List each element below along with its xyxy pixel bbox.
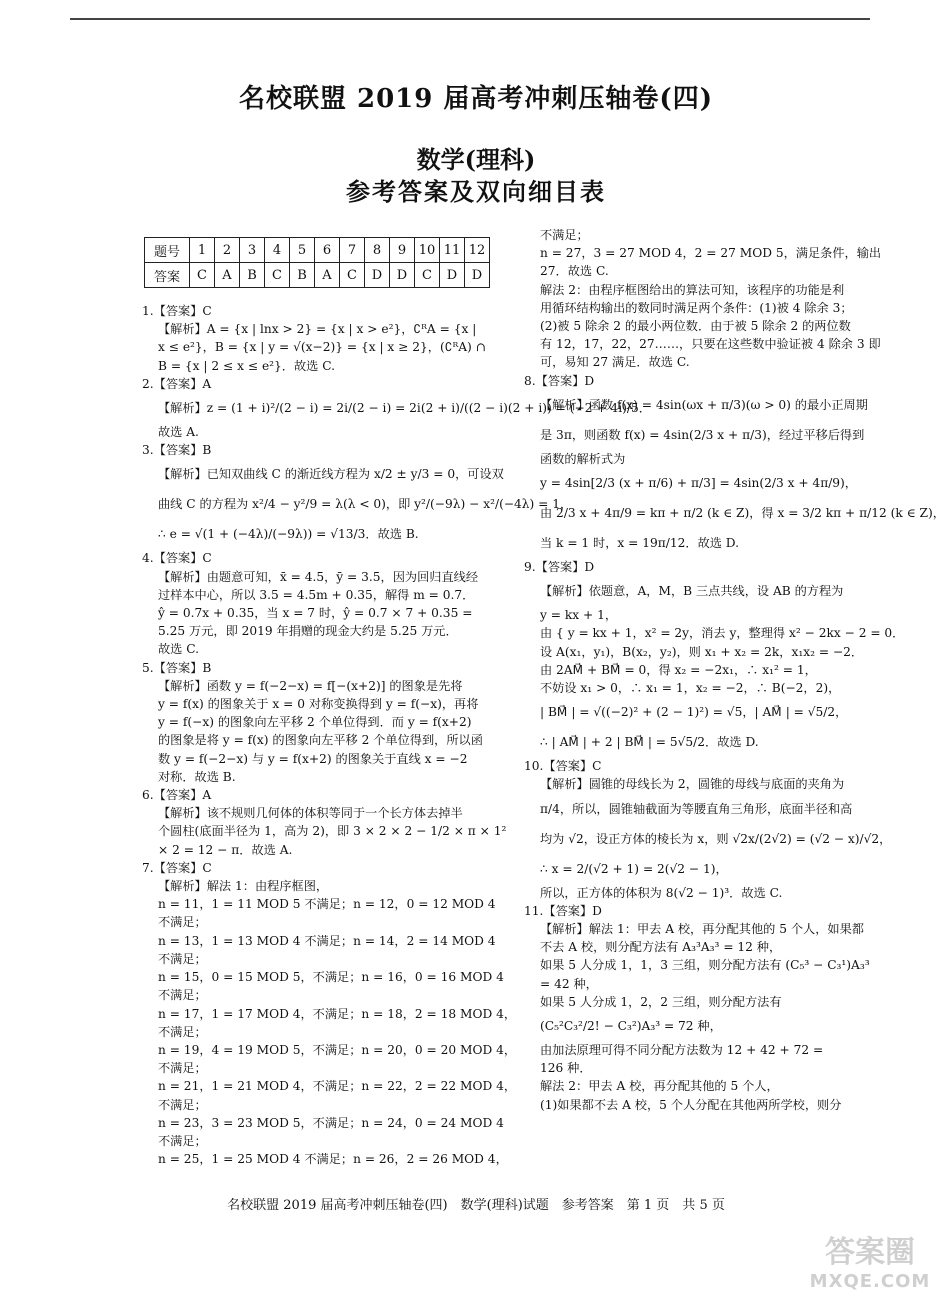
- answer-cell: A: [215, 263, 240, 288]
- solution-line: 由 { y = kx + 1，x² = 2y，消去 y，整理得 x² − 2kx − 2 = 0．: [540, 626, 905, 641]
- question-number: 12: [465, 238, 490, 263]
- solution-line: n = 13，1 = 13 MOD 4 不满足；n = 14，2 = 14 MOD 4: [158, 933, 496, 948]
- solution-line: 不去 A 校，则分配方法有 A₃³A₃³ = 12 种，: [540, 940, 782, 955]
- solution-line: ∴ x = 2/(√2 + 1) = 2(√2 − 1)，: [540, 861, 728, 876]
- solution-line: ∴ e = √(1 + (−4λ)/(−9λ)) = √13/3．故选 B.: [158, 527, 419, 542]
- solution-line: 不满足；: [158, 1024, 207, 1039]
- answer-cell: D: [365, 263, 390, 288]
- solution-line: 【解析】该不规则几何体的体积等同于一个长方体去掉半: [158, 806, 463, 821]
- solution-line: | BM⃗ | = √((−2)² + (2 − 1)²) = √5，| AM⃗ | = √5/2，: [540, 705, 848, 720]
- solution-line: y = 4sin[2/3 (x + π/6) + π/3] = 4sin(2/3 x + 4π/9)，: [540, 476, 857, 491]
- solution-line: n = 21，1 = 21 MOD 4，不满足；n = 22，2 = 22 MOD 4，: [158, 1079, 517, 1094]
- question-number: 2: [215, 238, 240, 263]
- solution-line: n = 19，4 = 19 MOD 5，不满足；n = 20，0 = 20 MOD 4，: [158, 1042, 517, 1057]
- answer-table-answer-row: [145, 263, 490, 288]
- solution-line: 所以，正方体的体积为 8(√2 − 1)³．故选 C.: [540, 885, 783, 900]
- solution-line: 故选 C.: [158, 642, 200, 657]
- answer-cell: B: [240, 263, 265, 288]
- watermark-text: 答案圈: [825, 1235, 915, 1270]
- solution-line: B = {x | 2 ≤ x ≤ e²}．故选 C.: [158, 358, 335, 373]
- solution-line: 9.【答案】D: [524, 560, 595, 575]
- solution-line: ŷ = 0.7x + 0.35，当 x = 7 时，ŷ = 0.7 × 7 + 0.35 =: [158, 606, 473, 621]
- answer-table: [144, 237, 490, 288]
- solution-line: 2.【答案】A: [142, 376, 212, 391]
- solution-line: 不满足；: [158, 951, 207, 966]
- solution-line: 的图象是将 y = f(x) 的图象向左平移 2 个单位得到，所以函: [158, 733, 483, 748]
- answer-cell: C: [190, 263, 215, 288]
- solution-line: 数 y = f(−2−x) 与 y = f(x+2) 的图象关于直线 x = −2: [158, 751, 468, 766]
- subtitle: 参考答案及双向细目表: [346, 177, 606, 206]
- solution-line: 解法 2：由程序框图给出的算法可知，该程序的功能是利: [540, 282, 845, 297]
- solution-line: ∴ | AM⃗ | + 2 | BM⃗ | = 5√5/2．故选 D.: [540, 735, 759, 750]
- solution-line: 4.【答案】C: [142, 551, 212, 566]
- solution-line: 27．故选 C.: [540, 264, 609, 279]
- answer-cell: C: [340, 263, 365, 288]
- answer-cell: D: [440, 263, 465, 288]
- solution-line: π/4，所以，圆锥轴截面为等腰直角三角形，底面半径和高: [540, 801, 853, 816]
- solution-line: 故选 A.: [158, 425, 199, 440]
- question-number: 8: [365, 238, 390, 263]
- solution-line: n = 23，3 = 23 MOD 5，不满足；n = 24，0 = 24 MOD 4: [158, 1115, 504, 1130]
- solution-line: 11.【答案】D: [524, 903, 602, 918]
- solution-line: × 2 = 12 − π．故选 A.: [158, 842, 293, 857]
- solution-line: 对称．故选 B.: [158, 769, 236, 784]
- answer-table-row-label: 答案: [145, 263, 190, 288]
- solution-line: 不满足；: [158, 915, 207, 930]
- subject-title: 数学(理科): [416, 145, 536, 174]
- solution-line: 5.25 万元，即 2019 年捐赠的现金大约是 5.25 万元．: [158, 624, 458, 639]
- solution-line: 曲线 C 的方程为 x²/4 − y²/9 = λ(λ < 0)，即 y²/(−9λ) − x²/(−4λ) = 1，: [158, 497, 573, 512]
- solution-line: = 42 种，: [540, 976, 598, 991]
- solution-line: 【解析】函数 y = f(−2−x) = f[−(x+2)] 的图象是先将: [158, 678, 463, 693]
- solution-line: 过样本中心，所以 3.5 = 4.5m + 0.35，解得 m = 0.7．: [158, 587, 475, 602]
- solution-line: y = f(−x) 的图象向左平移 2 个单位得到．而 y = f(x+2): [158, 715, 472, 730]
- solution-line: 【解析】已知双曲线 C 的渐近线方程为 x/2 ± y/3 = 0，可设双: [158, 467, 504, 482]
- solution-line: 【解析】z = (1 + i)²/(2 − i) = 2i/(2 − i) = 2i(2 + i)/((2 − i)(2 + i)) = (−2 + 4i)/5．: [158, 401, 651, 416]
- answer-cell: D: [390, 263, 415, 288]
- solution-line: (2)被 5 除余 2 的最小两位数．由于被 5 除余 2 的两位数: [540, 319, 851, 334]
- question-number: 1: [190, 238, 215, 263]
- solution-line: n = 15，0 = 15 MOD 5，不满足；n = 16，0 = 16 MOD 4: [158, 970, 504, 985]
- solution-line: 【解析】圆锥的母线长为 2，圆锥的母线与底面的夹角为: [540, 777, 845, 792]
- solution-line: 5.【答案】B: [142, 660, 212, 675]
- solution-line: y = kx + 1，: [540, 608, 618, 623]
- solution-line: 可，易知 27 满足．故选 C.: [540, 355, 690, 370]
- solution-line: 用循环结构输出的数同时满足两个条件：(1)被 4 除余 3；: [540, 300, 853, 315]
- solution-line: 【解析】函数 f(x) = 4sin(ωx + π/3)(ω > 0) 的最小正周期: [540, 397, 868, 412]
- top-rule: [70, 18, 870, 20]
- solution-line: n = 25，1 = 25 MOD 4 不满足；n = 26，2 = 26 MOD 4，: [158, 1152, 508, 1167]
- solution-line: 不满足；: [158, 1061, 207, 1076]
- answer-table-number-row: [145, 238, 490, 263]
- solution-line: (1)如果都不去 A 校，5 个人分配在其他两所学校，则分: [540, 1097, 842, 1112]
- solution-line: 6.【答案】A: [142, 788, 212, 803]
- solution-line: 有 12，17，22，27……，只要在这些数中验证被 4 除余 3 即: [540, 337, 881, 352]
- solution-line: 1.【答案】C: [142, 304, 212, 318]
- solution-line: 由加法原理可得不同分配方法数为 12 + 42 + 72 =: [540, 1043, 824, 1058]
- solution-line: 【解析】解法 1：由程序框图，: [158, 879, 329, 894]
- right-column-solutions: [524, 226, 945, 1114]
- watermark-url: MXQE.COM: [809, 1271, 931, 1292]
- question-number: 5: [290, 238, 315, 263]
- solution-line: n = 17，1 = 17 MOD 4，不满足；n = 18，2 = 18 MOD 4，: [158, 1006, 517, 1021]
- solution-line: 不满足；: [158, 988, 207, 1003]
- question-number: 6: [315, 238, 340, 263]
- solution-line: 由 2AM⃗ + BM⃗ = 0，得 x₂ = −2x₁，∴ x₁² = 1，: [540, 662, 817, 677]
- question-number: 4: [265, 238, 290, 263]
- solution-line: 不满足；: [158, 1133, 207, 1148]
- solution-line: 是 3π，则函数 f(x) = 4sin(2/3 x + π/3)，经过平移后得到: [540, 427, 865, 442]
- solution-line: 如果 5 人分成 1，2，2 三组，则分配方法有: [540, 994, 782, 1009]
- solution-line: x ≤ e²}，B = {x | y = √(x−2)} = {x | x ≥ 2}，(∁ᴿA) ∩: [158, 340, 486, 355]
- page-title: 名校联盟 2019 届高考冲刺压轴卷(四): [238, 84, 714, 114]
- solution-line: 8.【答案】D: [524, 373, 595, 388]
- question-number: 10: [415, 238, 440, 263]
- page-footer: 名校联盟 2019 届高考冲刺压轴卷(四) 数学(理科)试题 参考答案 第 1 页 共 5 页: [227, 1198, 725, 1213]
- solution-line: 不满足；: [540, 228, 589, 242]
- question-number: 3: [240, 238, 265, 263]
- solution-line: 由 2/3 x + 4π/9 = kπ + π/2 (k ∈ Z)，得 x = 3/2 kπ + π/12 (k ∈ Z)，: [540, 506, 945, 521]
- solution-line: 函数的解析式为: [540, 451, 626, 466]
- solution-line: 设 A(x₁，y₁)，B(x₂，y₂)，则 x₁ + x₂ = 2k，x₁x₂ = −2．: [540, 644, 864, 659]
- solution-line: 【解析】依题意，A，M，B 三点共线，设 AB 的方程为: [540, 584, 844, 599]
- solution-line: 7.【答案】C: [142, 860, 212, 875]
- solution-line: 不妨设 x₁ > 0，∴ x₁ = 1，x₂ = −2，∴ B(−2，2)，: [540, 681, 841, 696]
- solution-line: y = f(x) 的图象关于 x = 0 对称变换得到 y = f(−x)，再将: [158, 697, 479, 712]
- solution-line: 不满足；: [158, 1097, 207, 1112]
- solution-line: 解法 2：甲去 A 校，再分配其他的 5 个人，: [540, 1079, 779, 1094]
- solution-line: 当 k = 1 时，x = 19π/12．故选 D.: [540, 536, 740, 551]
- solution-line: 3.【答案】B: [142, 443, 212, 458]
- question-number: 7: [340, 238, 365, 263]
- answer-cell: B: [290, 263, 315, 288]
- solution-line: 126 种．: [540, 1061, 592, 1076]
- answer-table-row-label: 题号: [145, 238, 190, 263]
- solution-line: n = 27，3 = 27 MOD 4，2 = 27 MOD 5，满足条件，输出: [540, 246, 882, 261]
- answer-cell: C: [415, 263, 440, 288]
- question-number: 11: [440, 238, 465, 263]
- solution-line: 均为 √2，设正方体的棱长为 x，则 √2x/(2√2) = (√2 − x)/√2，: [540, 831, 892, 846]
- answer-cell: D: [465, 263, 490, 288]
- solution-line: 个圆柱(底面半径为 1，高为 2)，即 3 × 2 × 2 − 1/2 × π × 1²: [158, 824, 507, 839]
- answer-cell: C: [265, 263, 290, 288]
- solution-line: 如果 5 人分成 1，1，3 三组，则分配方法有 (C₅³ − C₃¹)A₃³: [540, 958, 870, 973]
- solution-line: (C₅²C₃²/2! − C₃²)A₃³ = 72 种，: [540, 1019, 722, 1034]
- solution-line: 【解析】解法 1：甲去 A 校，再分配其他的 5 个人，如果都: [540, 922, 864, 937]
- solution-line: n = 11，1 = 11 MOD 5 不满足；n = 12，0 = 12 MOD 4: [158, 897, 496, 912]
- solution-line: 【解析】A = {x | lnx > 2} = {x | x > e²}，∁ᴿA = {x |: [158, 322, 477, 337]
- solution-line: 10.【答案】C: [524, 759, 602, 774]
- solution-line: 【解析】由题意可知，x̄ = 4.5，ȳ = 3.5，因为回归直线经: [158, 569, 479, 584]
- answer-cell: A: [315, 263, 340, 288]
- watermark-logo: [800, 1235, 940, 1299]
- question-number: 9: [390, 238, 415, 263]
